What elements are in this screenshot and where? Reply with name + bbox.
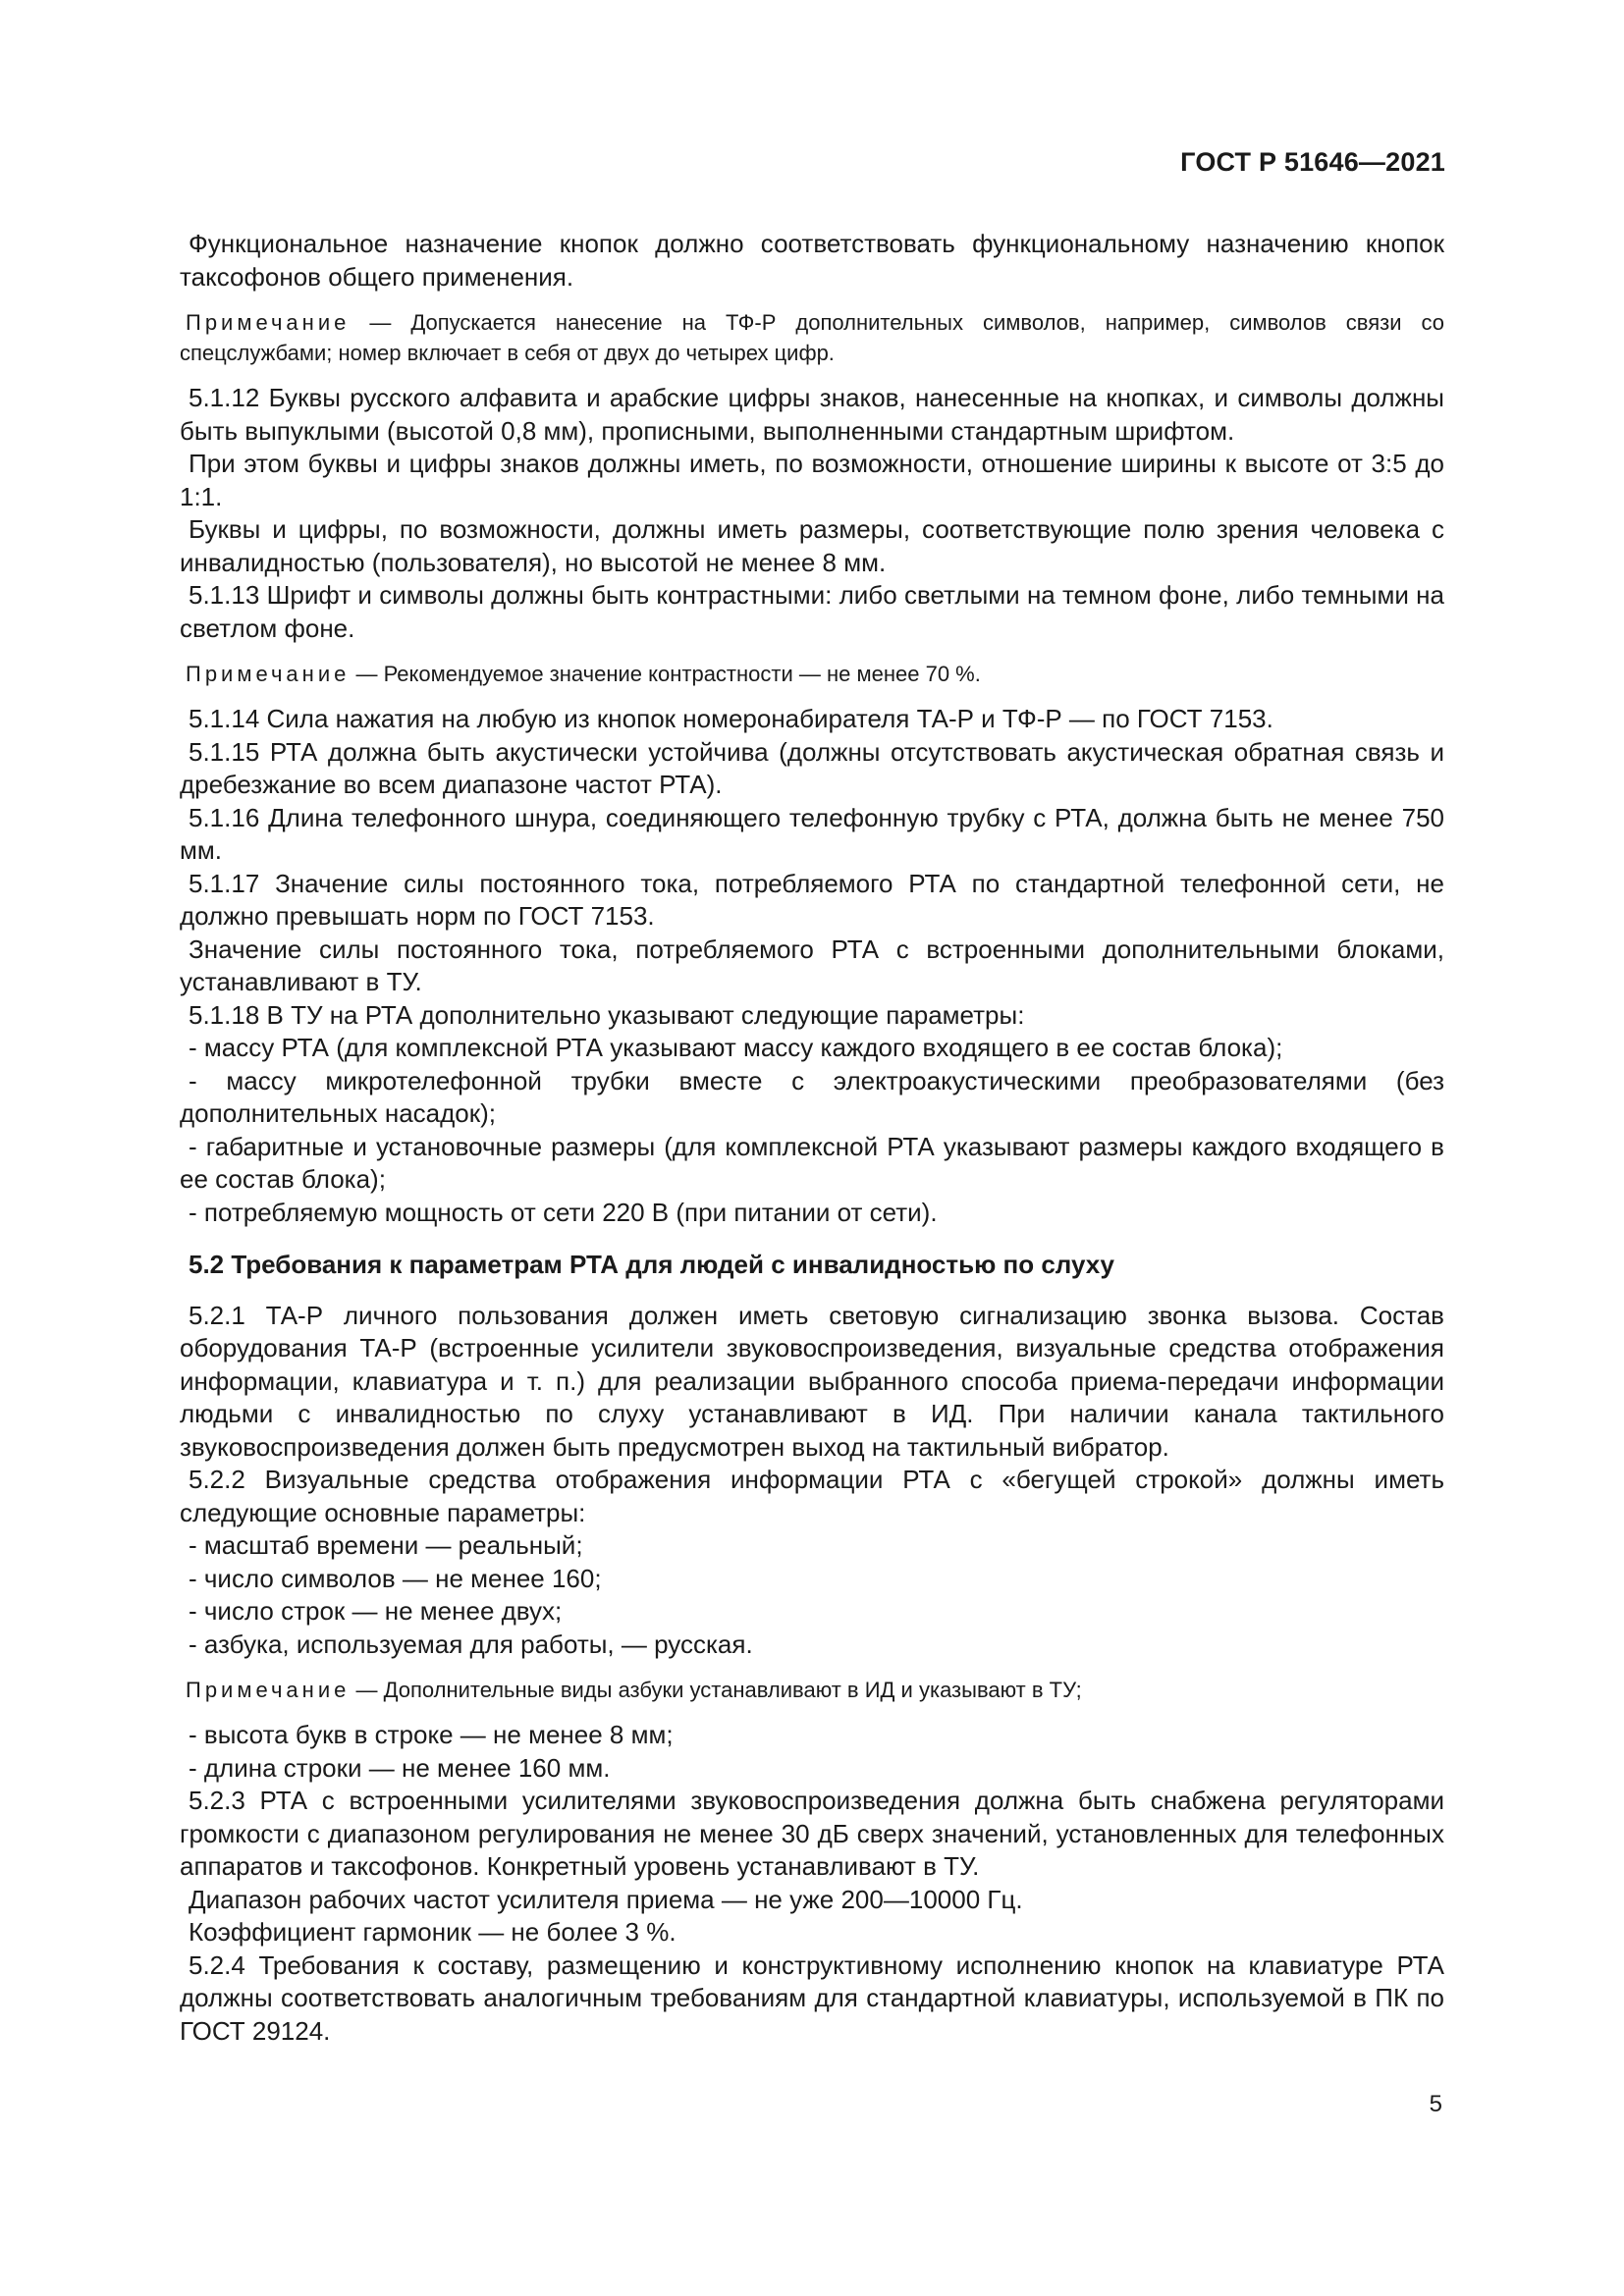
list-item: - число символов — не менее 160; <box>189 1563 602 1593</box>
paragraph: Значение силы постоянного тока, потребляемого РТА с встроенными дополнительными блоками, устанавливают в ТУ. <box>180 934 1444 996</box>
paragraph: 5.1.18 В ТУ на РТА дополнительно указывают следующие параметры: <box>189 999 1025 1030</box>
note <box>180 307 1444 368</box>
page-number: 5 <box>1429 2091 1442 2117</box>
paragraph: 5.1.15 РТА должна быть акустически устойчива (должны отсутствовать акустическая обратная связь и дребезжание во всем диапазоне частот РТА). <box>180 736 1444 799</box>
note <box>180 1675 1444 1705</box>
paragraph: Буквы и цифры, по возможности, должны иметь размеры, соответствующие полю зрения человека с инвалидностью (пользователя), но высотой не менее 8 мм. <box>180 514 1444 577</box>
document-code: ГОСТ Р 51646—2021 <box>1180 147 1445 177</box>
list-item: - габаритные и установочные размеры (для комплексной РТА указывают размеры каждого входящего в ее состав блока); <box>180 1131 1444 1194</box>
paragraph: Диапазон рабочих частот усилителя приема — не уже 200—10000 Гц. <box>189 1884 1023 1914</box>
note-label: Примечание <box>186 310 351 335</box>
paragraph: 5.2.4 Требования к составу, размещению и конструктивному исполнению кнопок на клавиатуре РТА должны соответствовать аналогичным требованиям для стандартной клавиатуры, используемой в ПК по ГОСТ 29124. <box>180 1949 1444 2046</box>
paragraph: 5.2.2 Визуальные средства отображения информации РТА с «бегущей строкой» должны иметь следующие основные параметры: <box>180 1465 1444 1527</box>
document-body <box>180 228 1444 2048</box>
section-heading: 5.2 Требования к параметрам РТА для людей с инвалидностью по слуху <box>189 1250 1114 1279</box>
list-item: - высота букв в строке — не менее 8 мм; <box>189 1720 674 1749</box>
paragraph: 5.1.14 Сила нажатия на любую из кнопок номеронабирателя ТА-Р и ТФ-Р — по ГОСТ 7153. <box>189 704 1273 733</box>
list-item: - масштаб времени — реальный; <box>189 1530 583 1560</box>
note-text: — Рекомендуемое значение контрастности — не менее 70 %. <box>350 662 981 686</box>
paragraph: При этом буквы и цифры знаков должны иметь, по возможности, отношение ширины к высоте от 3:5 до 1:1. <box>180 449 1444 511</box>
paragraph: 5.1.12 Буквы русского алфавита и арабские цифры знаков, нанесенные на кнопках, и символы должны быть выпуклыми (высотой 0,8 мм), прописными, выполненными стандартным шрифтом. <box>180 383 1444 446</box>
paragraph: 5.2.1 ТА-Р личного пользования должен иметь световую сигнализацию звонка вызова. Состав оборудования ТА-Р (встроенные усилители звуковоспроизведения, визуальные средства отображения информации, клавиатура и т. п.) для реализации выбранного способа приема-передачи информации людьми с инвалидностью по слуху устанавливают в ИД. При наличии канала тактильного звуковоспроизведения должен быть предусмотрен выход на тактильный вибратор. <box>180 1300 1444 1462</box>
note-label: Примечание <box>186 1678 351 1702</box>
paragraph: Коэффициент гармоник — не более 3 %. <box>189 1917 677 1947</box>
paragraph: 5.1.17 Значение силы постоянного тока, потребляемого РТА по стандартной телефонной сети, не должно превышать норм по ГОСТ 7153. <box>180 868 1444 931</box>
list-item: - азбука, используемая для работы, — русская. <box>189 1629 753 1659</box>
list-item: - массу РТА (для комплексной РТА указывают массу каждого входящего в ее состав блока); <box>189 1033 1283 1062</box>
list-item: - число строк — не менее двух; <box>189 1596 563 1626</box>
note-text: — Допускается нанесение на ТФ-Р дополнительных символов, например, символов связи со спецслужбами; номер включает в себя от двух до четырех цифр. <box>180 310 1444 365</box>
paragraph: 5.2.3 РТА с встроенными усилителями звуковоспроизведения должна быть снабжена регуляторами громкости с диапазоном регулирования не менее 30 дБ сверх значений, установленных для телефонных аппаратов и таксофонов. Конкретный уровень устанавливают в ТУ. <box>180 1786 1444 1881</box>
list-item: - потребляемую мощность от сети 220 В (при питании от сети). <box>189 1197 938 1227</box>
note-text: — Дополнительные виды азбуки устанавливают в ИД и указывают в ТУ; <box>350 1678 1082 1702</box>
paragraph: Функциональное назначение кнопок должно соответствовать функциональному назначению кнопок таксофонов общего применения. <box>180 229 1444 292</box>
note-label: Примечание <box>186 662 351 686</box>
note <box>180 659 1444 689</box>
paragraph: 5.1.16 Длина телефонного шнура, соединяющего телефонную трубку с РТА, должна быть не менее 750 мм. <box>180 802 1444 865</box>
list-item: - массу микротелефонной трубки вместе с электроакустическими преобразователями (без дополнительных насадок); <box>180 1065 1444 1128</box>
list-item: - длина строки — не менее 160 мм. <box>189 1752 611 1783</box>
paragraph: 5.1.13 Шрифт и символы должны быть контрастными: либо светлыми на темном фоне, либо темными на светлом фоне. <box>180 580 1444 643</box>
